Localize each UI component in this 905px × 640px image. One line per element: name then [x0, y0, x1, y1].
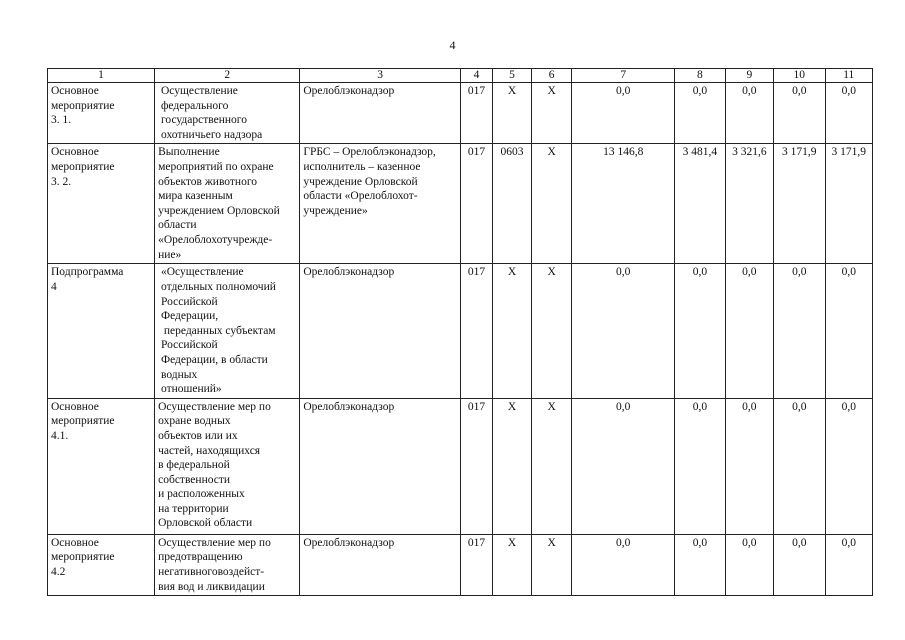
cell-c5: Х: [492, 398, 531, 534]
table-row: [48, 264, 873, 398]
cell-c9: 0,0: [725, 264, 773, 398]
cell-c3: ГРБС – Орелоблэконадзор, исполнитель – казенное учреждение Орловской области «Орелоблохот-учреждение»: [300, 144, 461, 264]
cell-line: в федеральной: [158, 459, 230, 472]
cell-c9: 0,0: [725, 534, 773, 595]
cell-c9: 0,0: [725, 83, 773, 144]
cell-c11: 0,0: [825, 264, 872, 398]
cell-c1: [48, 83, 155, 144]
column-header-3: 3: [300, 69, 461, 83]
cell-c4: 017: [461, 144, 493, 264]
budget-table: [47, 68, 873, 596]
cell-c5: 0603: [492, 144, 531, 264]
column-header-7: 7: [572, 69, 675, 83]
cell-c8: 0,0: [675, 264, 725, 398]
cell-line: Осуществление: [158, 85, 238, 97]
cell-line: 4.1.: [51, 429, 69, 442]
cell-c4: 017: [461, 398, 493, 534]
cell-line: охране водных: [158, 415, 231, 428]
column-header-8: 8: [675, 69, 725, 83]
column-header-5: 5: [492, 69, 531, 83]
cell-c8: 0,0: [675, 534, 725, 595]
cell-c10: 3 171,9: [774, 144, 825, 264]
cell-c10: 0,0: [774, 83, 825, 144]
cell-c2: [155, 264, 300, 398]
cell-c5: Х: [492, 264, 531, 398]
cell-line: переданных субъектам: [158, 324, 276, 337]
cell-c4: 017: [461, 83, 493, 144]
cell-c11: 0,0: [825, 83, 872, 144]
cell-c4: 017: [461, 534, 493, 595]
table-row: [48, 83, 873, 144]
cell-line: негативноговоздейст-: [158, 565, 265, 578]
cell-line: собственности: [158, 473, 231, 486]
cell-c3: Орелоблэконадзор: [300, 398, 461, 534]
cell-c1: [48, 144, 155, 264]
cell-line: Федерации,: [158, 310, 219, 323]
cell-line: Основное: [51, 146, 99, 159]
cell-c6: Х: [532, 264, 572, 398]
cell-c6: Х: [532, 144, 572, 264]
cell-line: 3. 1.: [51, 114, 72, 127]
cell-line: мероприятие: [51, 99, 115, 112]
cell-c11: 3 171,9: [825, 144, 872, 264]
cell-c10: 0,0: [774, 534, 825, 595]
column-header-1: 1: [48, 69, 155, 83]
table-row: [48, 398, 873, 534]
cell-c2: [155, 83, 300, 144]
cell-line: Российской: [158, 339, 218, 352]
cell-c3: Орелоблэконадзор: [300, 534, 461, 595]
cell-line: мероприятие: [51, 415, 115, 428]
cell-line: вия вод и ликвидации: [158, 580, 265, 593]
cell-line: охотничьего надзора: [158, 128, 263, 141]
cell-line: объектов или их: [158, 429, 238, 442]
cell-line: Федерации, в области: [158, 353, 268, 366]
cell-line: учреждением Орловской: [158, 204, 280, 217]
table-row: [48, 534, 873, 595]
cell-line: Российской: [158, 295, 218, 308]
cell-line: федерального: [158, 99, 229, 112]
cell-c2: [155, 534, 300, 595]
cell-line: 3. 2.: [51, 175, 72, 188]
table-row: [48, 144, 873, 264]
cell-c6: Х: [532, 83, 572, 144]
cell-line: Осуществление мер по: [158, 400, 271, 413]
cell-c7: 0,0: [572, 534, 675, 595]
cell-line: Выполнение: [158, 146, 220, 159]
cell-line: мероприятий по охране: [158, 160, 274, 173]
cell-line: области: [158, 219, 197, 232]
cell-line: мероприятие: [51, 551, 115, 564]
cell-line: ние»: [158, 248, 182, 261]
cell-line: отношений»: [158, 383, 222, 396]
table-body: [48, 83, 873, 596]
cell-c1: [48, 398, 155, 534]
cell-c8: 0,0: [675, 398, 725, 534]
cell-line: отдельных полномочий: [158, 280, 276, 293]
column-header-2: 2: [155, 69, 300, 83]
cell-line: Подпрограмма: [51, 266, 124, 279]
cell-c11: 0,0: [825, 398, 872, 534]
cell-c4: 017: [461, 264, 493, 398]
cell-line: Осуществление мер по: [158, 536, 271, 549]
cell-c7: 0,0: [572, 264, 675, 398]
cell-line: Основное: [51, 85, 99, 97]
cell-c6: Х: [532, 398, 572, 534]
cell-c7: 0,0: [572, 83, 675, 144]
cell-c10: 0,0: [774, 398, 825, 534]
cell-line: мероприятие: [51, 160, 115, 173]
cell-line: «Осуществление: [158, 266, 244, 279]
column-header-9: 9: [725, 69, 773, 83]
cell-c5: Х: [492, 83, 531, 144]
cell-line: Основное: [51, 400, 99, 413]
cell-line: частей, находящихся: [158, 444, 261, 457]
cell-line: 4: [51, 280, 57, 293]
cell-c8: 0,0: [675, 83, 725, 144]
cell-c3: Орелоблэконадзор: [300, 83, 461, 144]
cell-line: на территории: [158, 502, 229, 515]
cell-c11: 0,0: [825, 534, 872, 595]
column-header-4: 4: [461, 69, 493, 83]
cell-c8: 3 481,4: [675, 144, 725, 264]
cell-c2: [155, 144, 300, 264]
cell-line: объектов животного: [158, 175, 257, 188]
cell-line: «Орелоблохотучрежде-: [158, 233, 273, 246]
cell-c7: 13 146,8: [572, 144, 675, 264]
cell-c7: 0,0: [572, 398, 675, 534]
cell-c9: 3 321,6: [725, 144, 773, 264]
cell-line: Орловской области: [158, 517, 253, 530]
column-header-10: 10: [774, 69, 825, 83]
cell-c1: [48, 264, 155, 398]
cell-c3: Орелоблэконадзор: [300, 264, 461, 398]
cell-c6: Х: [532, 534, 572, 595]
cell-line: государственного: [158, 114, 247, 127]
cell-c10: 0,0: [774, 264, 825, 398]
cell-c9: 0,0: [725, 398, 773, 534]
cell-c1: [48, 534, 155, 595]
cell-line: 4.2: [51, 565, 66, 578]
cell-line: и расположенных: [158, 488, 245, 501]
cell-line: водных: [158, 368, 198, 381]
cell-line: мира казенным: [158, 190, 233, 203]
cell-c5: Х: [492, 534, 531, 595]
cell-c2: [155, 398, 300, 534]
header-row: [48, 69, 873, 83]
cell-line: предотвращению: [158, 551, 243, 564]
page-number: 4: [449, 38, 456, 52]
cell-line: Основное: [51, 536, 99, 549]
column-header-11: 11: [825, 69, 872, 83]
column-header-6: 6: [532, 69, 572, 83]
